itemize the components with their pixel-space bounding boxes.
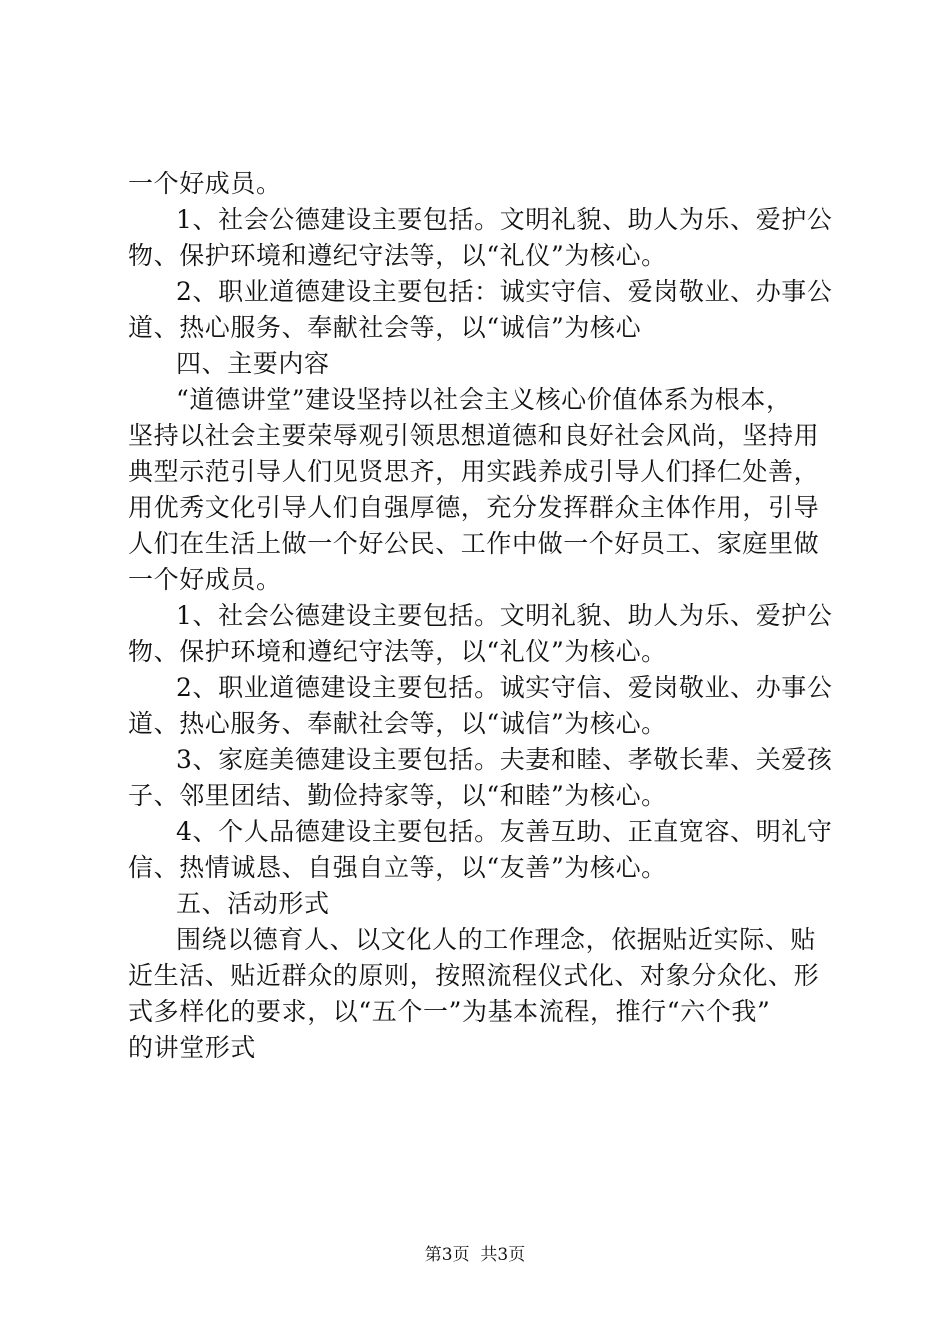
section-heading: 五、活动形式 bbox=[176, 889, 330, 918]
text-line: 道、热心服务、奉献社会等，以“诚信”为核心。 bbox=[128, 709, 667, 738]
text-line: 2、职业道德建设主要包括：诚实守信、爱岗敬业、办事公 bbox=[176, 277, 833, 306]
page-footer bbox=[0, 1244, 950, 1266]
text-line: 一个好成员。 bbox=[128, 565, 282, 594]
page-number: 第3页 共3页 bbox=[424, 1245, 526, 1265]
text-line: 1、社会公德建设主要包括。文明礼貌、助人为乐、爱护公 bbox=[176, 205, 833, 234]
text-line: 用优秀文化引导人们自强厚德，充分发挥群众主体作用，引导 bbox=[128, 493, 820, 522]
text-line: 物、保护环境和遵纪守法等，以“礼仪”为核心。 bbox=[128, 241, 667, 270]
text-line: 一个好成员。 bbox=[128, 169, 282, 198]
text-line: 典型示范引导人们见贤思齐，用实践养成引导人们择仁处善， bbox=[128, 457, 820, 486]
text-line: 的讲堂形式 bbox=[128, 1033, 257, 1062]
text-line: 物、保护环境和遵纪守法等，以“礼仪”为核心。 bbox=[128, 637, 667, 666]
text-line: 3、家庭美德建设主要包括。夫妻和睦、孝敬长辈、关爱孩 bbox=[176, 745, 833, 774]
text-line: 1、社会公德建设主要包括。文明礼貌、助人为乐、爱护公 bbox=[176, 601, 833, 630]
text-line: 近生活、贴近群众的原则，按照流程仪式化、对象分众化、形 bbox=[128, 961, 820, 990]
text-line: 子、邻里团结、勤俭持家等，以“和睦”为核心。 bbox=[128, 781, 667, 810]
text-line: “道德讲堂”建设坚持以社会主义核心价值体系为根本， bbox=[176, 385, 792, 414]
text-line: 式多样化的要求，以“五个一”为基本流程，推行“六个我” bbox=[128, 997, 771, 1026]
text-line: 围绕以德育人、以文化人的工作理念，依据贴近实际、贴 bbox=[176, 925, 817, 954]
section-heading: 四、主要内容 bbox=[176, 349, 330, 378]
document-body bbox=[128, 166, 833, 1066]
text-line: 4、个人品德建设主要包括。友善互助、正直宽容、明礼守 bbox=[176, 817, 833, 846]
text-line: 信、热情诚恳、自强自立等，以“友善”为核心。 bbox=[128, 853, 667, 882]
text-line: 坚持以社会主要荣辱观引领思想道德和良好社会风尚，坚持用 bbox=[128, 421, 820, 450]
text-line: 人们在生活上做一个好公民、工作中做一个好员工、家庭里做 bbox=[128, 529, 820, 558]
text-line: 道、热心服务、奉献社会等，以“诚信”为核心 bbox=[128, 313, 642, 342]
text-line: 2、职业道德建设主要包括。诚实守信、爱岗敬业、办事公 bbox=[176, 673, 833, 702]
